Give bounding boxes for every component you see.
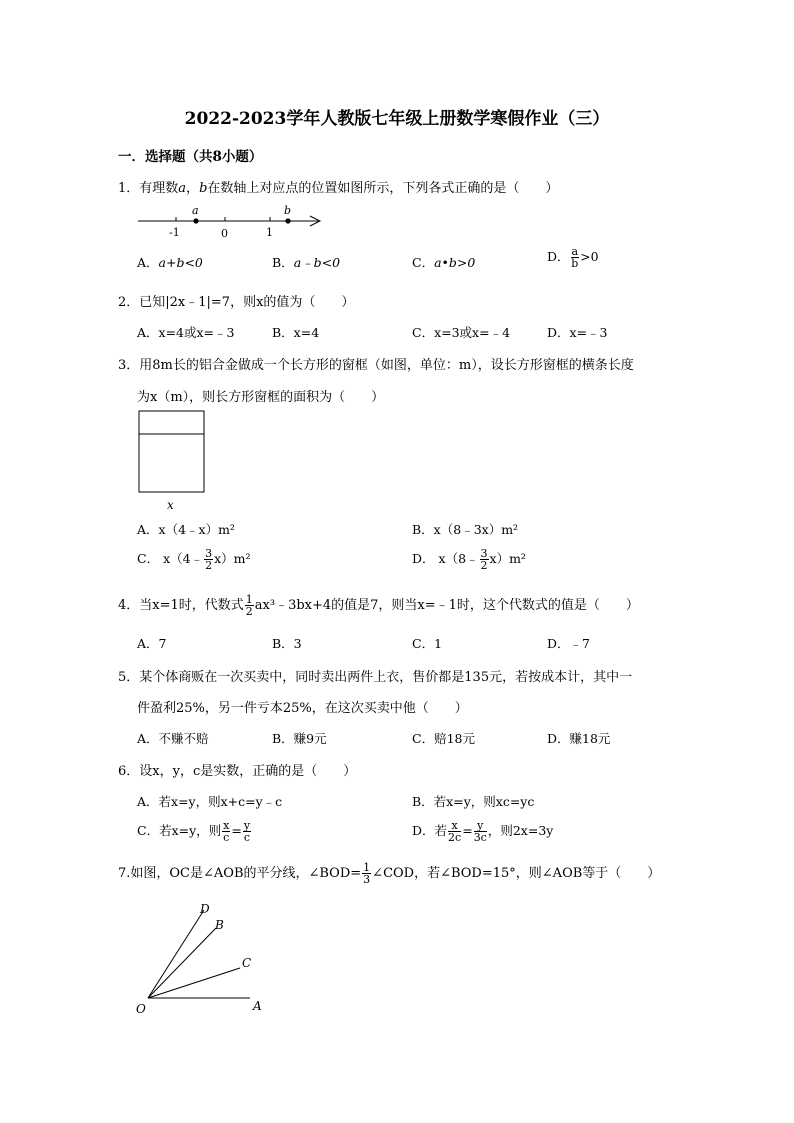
q3-option-d: D． x（8﹣ $\frac{3}{2}$ x）m² — [412, 547, 526, 572]
q4-fraction-half: $\frac{1}{2}$ — [245, 593, 253, 618]
q1-option-d-fraction: $\frac{a}{b}$ — [571, 245, 579, 270]
question-7-stem: 7.如图，OC是∠AOB的平分线，∠BOD= $\frac{1}{3}$ ∠COD，若∠BOD=15°，则∠AOB等于（ ） — [118, 861, 661, 886]
q3-option-d-fraction: $\frac{3}{2}$ — [480, 547, 488, 572]
q2-option-b: B．x=4 — [272, 325, 320, 340]
q4-option-b: B．3 — [272, 636, 302, 651]
q1-option-a: A．a+b<0 — [137, 255, 203, 270]
q4-option-a: A．7 — [137, 636, 167, 651]
q4-option-c: C．1 — [412, 636, 443, 651]
point-b-label: b — [284, 204, 292, 217]
q1-option-c: C．a•b>0 — [412, 255, 476, 270]
ray-ob — [148, 928, 216, 998]
point-a-label: a — [192, 204, 199, 217]
q3-window-frame-figure — [136, 408, 212, 512]
q1-option-a-text: a+b<0 — [158, 255, 203, 270]
q5-option-a: A．不赚不赔 — [137, 731, 209, 746]
q2-option-a: A．x=4或x=﹣3 — [137, 325, 235, 340]
q5-option-b: B．赚9元 — [272, 731, 327, 746]
q1-option-b: B．a﹣b<0 — [272, 255, 341, 270]
q4-option-d: D．﹣7 — [547, 636, 590, 651]
q7-angle-figure — [132, 900, 272, 1020]
tick-label-0: 0 — [221, 227, 228, 240]
question-1-stem — [118, 177, 558, 196]
q6-option-d-fraction-1: $\frac{x}{2c}$ — [448, 819, 462, 844]
q1-option-c-text: a•b>0 — [434, 255, 476, 270]
q1-sep: ， — [186, 181, 200, 196]
q1-option-d: D． $\frac{a}{b}$ >0 — [547, 245, 599, 270]
q1-var-b: b — [199, 181, 208, 196]
tick-label-1: 1 — [266, 226, 273, 239]
question-3-line1: 3．用8m长的铝合金做成一个长方形的窗框（如图，单位：m），设长方形窗框的横条长度 — [118, 358, 634, 373]
section-heading: 一．选择题（共8小题） — [118, 149, 263, 165]
q6-option-b: B．若x=y，则xc=yc — [412, 794, 535, 809]
ray-oc — [148, 968, 240, 998]
q6-option-d: D．若 $\frac{x}{2c}$ = $\frac{y}{3c}$ ，则2x=3y — [412, 819, 554, 844]
q1-stem-post: 在数轴上对应点的位置如图所示，下列各式正确的是（ ） — [207, 181, 559, 196]
question-5-line2: 件盈利25%，另一件亏本25%，在这次买卖中他（ ） — [137, 701, 468, 716]
q6-option-c-fraction-1: $\frac{x}{c}$ — [223, 819, 230, 844]
q1-var-a: a — [178, 181, 187, 196]
q3-option-c: C． x（4﹣ $\frac{3}{2}$ x）m² — [137, 547, 251, 572]
label-o: O — [136, 1002, 146, 1016]
q1-option-d-tail: >0 — [580, 249, 599, 264]
label-a: A — [253, 999, 262, 1013]
q7-fraction-third: $\frac{1}{3}$ — [363, 861, 371, 886]
q1-stem-pre: 1．有理数 — [118, 181, 179, 196]
question-6-stem: 6．设x，y，c是实数，正确的是（ ） — [118, 764, 357, 779]
q5-option-c: C．赔18元 — [412, 731, 475, 746]
q6-option-c: C．若x=y，则 $\frac{x}{c}$ = $\frac{y}{c}$ — [137, 819, 251, 844]
point-a — [193, 218, 198, 223]
q2-option-c: C．x=3或x=﹣4 — [412, 325, 511, 340]
q3-option-a: A．x（4﹣x）m² — [137, 522, 235, 537]
label-d: D — [200, 902, 210, 916]
q6-option-d-fraction-2: $\frac{y}{3c}$ — [473, 819, 487, 844]
q2-option-d: D．x=﹣3 — [547, 325, 608, 340]
label-b: B — [215, 918, 224, 932]
q6-option-c-fraction-2: $\frac{y}{c}$ — [243, 819, 251, 844]
label-c: C — [242, 956, 252, 970]
tick-label-neg1: -1 — [169, 226, 180, 239]
point-b — [285, 218, 290, 223]
ray-od — [148, 910, 204, 998]
question-3-line2: 为x（m），则长方形窗框的面积为（ ） — [137, 390, 385, 405]
q1-number-line — [132, 200, 332, 242]
question-5-line1: 5．某个体商贩在一次买卖中，同时卖出两件上衣，售价都是135元，若按成本计，其中一 — [118, 670, 633, 685]
q1-option-b-text: a﹣b<0 — [293, 255, 341, 270]
q3-figure-label-x: x — [167, 498, 174, 512]
question-4-stem: 4．当x=1时，代数式 $\frac{1}{2}$ ax³﹣3bx+4的值是7，则当x=﹣1时，这个代数式的值是（ ） — [118, 593, 639, 618]
question-2-stem: 2．已知|2x﹣1|=7，则x的值为（ ） — [118, 295, 355, 310]
q3-option-c-fraction: $\frac{3}{2}$ — [205, 547, 213, 572]
page-title: 2022-2023学年人教版七年级上册数学寒假作业（三） — [184, 109, 610, 129]
q5-option-d: D．赚18元 — [547, 731, 611, 746]
q3-option-b: B．x（8﹣3x）m² — [412, 522, 519, 537]
q6-option-a: A．若x=y，则x+c=y﹣c — [137, 794, 283, 809]
